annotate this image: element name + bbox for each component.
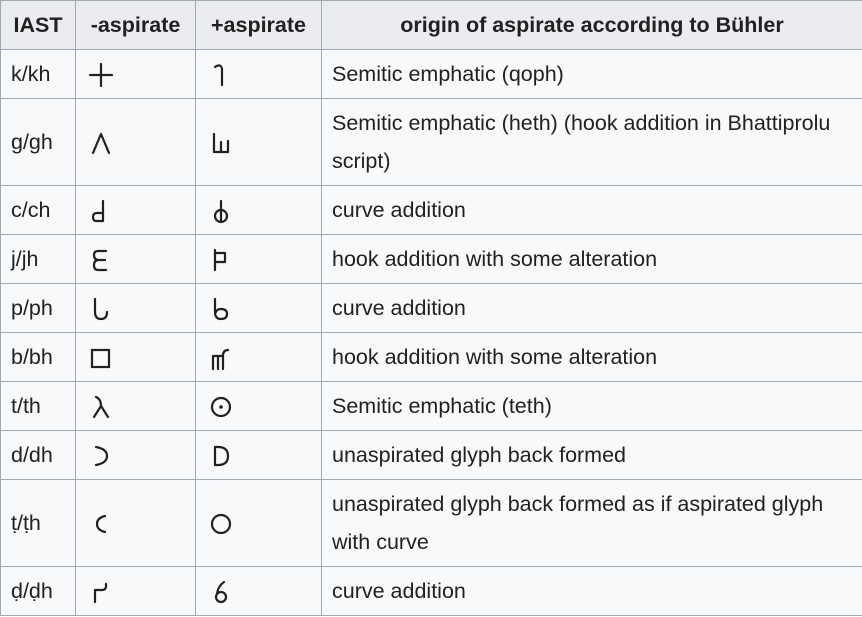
table-row (1, 50, 862, 99)
origin-cell: Semitic emphatic (heth) (hook addition in Bhattiprolu script) (322, 99, 862, 186)
table-row (1, 480, 862, 567)
table-row (1, 567, 862, 616)
brahmi-ttha-glyph (206, 508, 236, 538)
header-aspirate: +aspirate (196, 1, 322, 50)
header-iast: IAST (1, 1, 76, 50)
header-row (1, 1, 862, 50)
iast-cell: ṭ/ṭh (1, 480, 76, 567)
table-row (1, 382, 862, 431)
brahmi-kha-glyph (206, 59, 236, 89)
table-row (1, 333, 862, 382)
iast-cell: j/jh (1, 235, 76, 284)
brahmi-ga-glyph (86, 127, 116, 157)
iast-cell: ḍ/ḍh (1, 567, 76, 616)
brahmi-da-glyph (86, 440, 116, 470)
brahmi-tha-glyph (206, 391, 236, 421)
table-row (1, 235, 862, 284)
brahmi-ka-glyph (86, 59, 116, 89)
brahmi-cha-glyph (206, 195, 236, 225)
brahmi-gha-glyph (206, 127, 236, 157)
brahmi-ja-glyph (86, 244, 116, 274)
origin-cell: unaspirated glyph back formed as if aspirated glyph with curve (322, 480, 862, 567)
brahmi-dda-glyph (86, 576, 116, 606)
origin-cell: curve addition (322, 186, 862, 235)
header-unaspirate: -aspirate (76, 1, 196, 50)
iast-cell: c/ch (1, 186, 76, 235)
origin-cell: Semitic emphatic (teth) (322, 382, 862, 431)
origin-cell: curve addition (322, 284, 862, 333)
iast-cell: t/th (1, 382, 76, 431)
brahmi-ca-glyph (86, 195, 116, 225)
origin-cell: hook addition with some alteration (322, 235, 862, 284)
brahmi-pa-glyph (86, 293, 116, 323)
iast-cell: g/gh (1, 99, 76, 186)
table-row (1, 431, 862, 480)
brahmi-pha-glyph (206, 293, 236, 323)
brahmi-ta-glyph (86, 391, 116, 421)
brahmi-dha-glyph (206, 440, 236, 470)
table-row (1, 186, 862, 235)
brahmi-jha-glyph (206, 244, 236, 274)
brahmi-tta-glyph (86, 508, 116, 538)
origin-cell: curve addition (322, 567, 862, 616)
origin-cell: unaspirated glyph back formed (322, 431, 862, 480)
iast-cell: k/kh (1, 50, 76, 99)
iast-cell: d/dh (1, 431, 76, 480)
iast-cell: p/ph (1, 284, 76, 333)
brahmi-ddha-glyph (206, 576, 236, 606)
table-row (1, 99, 862, 186)
origin-cell: hook addition with some alteration (322, 333, 862, 382)
origin-cell: Semitic emphatic (qoph) (322, 50, 862, 99)
table-row (1, 284, 862, 333)
header-origin: origin of aspirate according to Bühler (322, 1, 862, 50)
brahmi-bha-glyph (206, 342, 236, 372)
iast-cell: b/bh (1, 333, 76, 382)
brahmi-ba-glyph (86, 342, 116, 372)
